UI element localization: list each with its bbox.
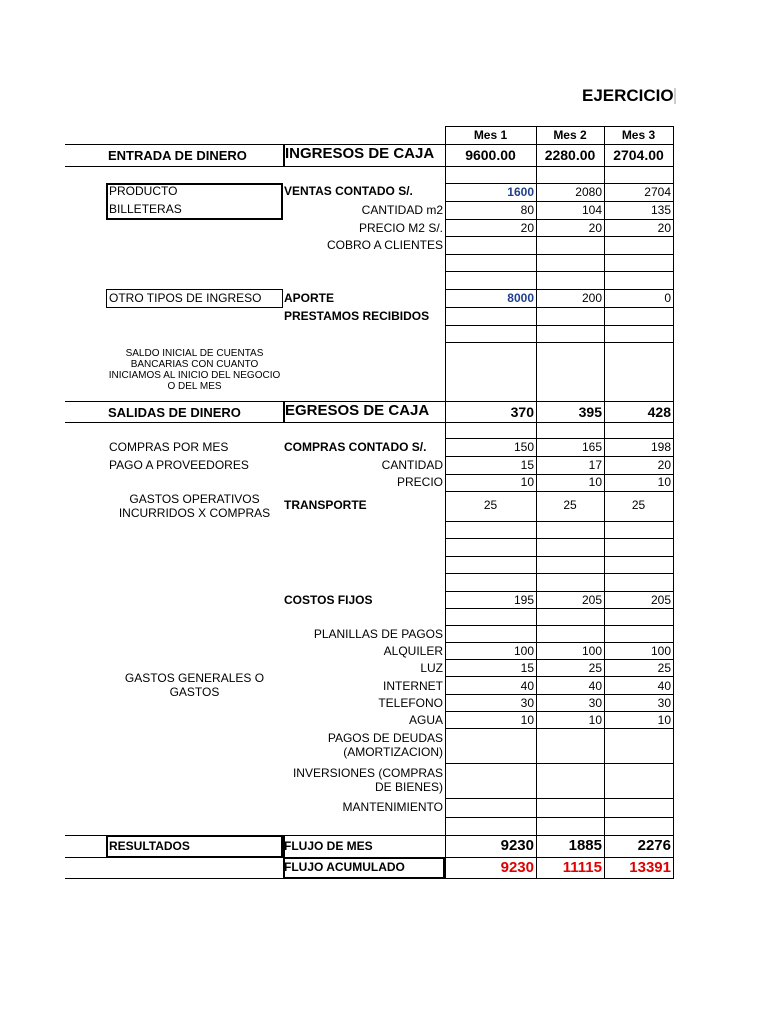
egresos-total: 370 [510, 404, 534, 420]
inversiones-line: INVERSIONES (COMPRAS [292, 766, 443, 780]
page-title: EJERCICIO [582, 86, 674, 105]
saldo-note-line: INICIAMOS AL INICIO DEL NEGOCIO [108, 370, 281, 381]
precio-m2-label: PRECIO M2 S/. [358, 221, 443, 235]
cantidad-m2-value: 80 [520, 203, 534, 217]
compras-contado-value: 165 [581, 440, 602, 454]
agua-value: 10 [657, 713, 671, 727]
ingresos-section: INGRESOS DE CAJA [285, 145, 435, 162]
aporte-value: 8000 [507, 291, 534, 305]
precio-value: 10 [588, 475, 602, 489]
luz-value: 15 [520, 661, 534, 675]
resultados-label: RESULTADOS [109, 839, 190, 853]
agua-label: AGUA [408, 713, 443, 727]
gastos-operativos-line: INCURRIDOS X COMPRAS [118, 506, 271, 520]
flujo-acumulado-label: FLUJO ACUMULADO [284, 860, 405, 874]
saldo-note-line: SALDO INICIAL DE CUENTAS [125, 348, 264, 359]
ventas-value: 1600 [507, 185, 534, 199]
aporte-value: 200 [581, 291, 602, 305]
inversiones-line: DE BIENES) [374, 780, 443, 794]
transporte-value: 25 [631, 498, 646, 512]
transporte-label: TRANSPORTE [284, 498, 367, 512]
cantidad-m2-value: 135 [650, 203, 671, 217]
title-clip-edge [674, 88, 676, 104]
telefono-label: TELEFONO [378, 696, 443, 710]
costos-fijos-value: 195 [513, 593, 534, 607]
agua-value: 10 [588, 713, 602, 727]
alquiler-label: ALQUILER [383, 644, 443, 658]
gastos-generales-line: GASTOS [169, 685, 220, 699]
salidas-label: SALIDAS DE DINERO [108, 405, 241, 420]
ingresos-total: 9600.00 [465, 147, 516, 163]
producto-value: BILLETERAS [109, 202, 182, 216]
flujo-acumulado-value: 9230 [500, 859, 534, 876]
egresos-section: EGRESOS DE CAJA [285, 402, 430, 419]
internet-value: 40 [657, 679, 671, 693]
luz-label: LUZ [420, 661, 443, 675]
compras-contado-value: 198 [650, 440, 671, 454]
costos-fijos-label: COSTOS FIJOS [284, 593, 373, 607]
luz-value: 25 [588, 661, 602, 675]
egresos-total: 395 [578, 404, 602, 420]
compras-mes-label: COMPRAS POR MES [109, 440, 229, 454]
pago-proveedores-label: PAGO A PROVEEDORES [109, 458, 249, 472]
gastos-generales-line: GASTOS GENERALES O [124, 671, 265, 685]
cobro-clientes-label: COBRO A CLIENTES [326, 238, 443, 252]
costos-fijos-value: 205 [581, 593, 602, 607]
pagos-deudas-line: PAGOS DE DEUDAS [327, 731, 443, 745]
month-header: Mes 3 [621, 128, 656, 142]
internet-value: 40 [520, 679, 534, 693]
month-header: Mes 1 [473, 128, 508, 142]
precio-m2-value: 20 [657, 221, 671, 235]
cantidad-m2-label: CANTIDAD m2 [361, 203, 443, 217]
ingresos-total: 2704.00 [613, 147, 664, 163]
flujo-mes-value: 1885 [568, 837, 602, 854]
precio-value: 10 [657, 475, 671, 489]
planillas-label: PLANILLAS DE PAGOS [313, 627, 443, 641]
aporte-value: 0 [664, 291, 671, 305]
alquiler-value: 100 [581, 644, 602, 658]
compras-contado-value: 150 [513, 440, 534, 454]
compras-contado-label: COMPRAS CONTADO S/. [284, 440, 427, 454]
agua-value: 10 [520, 713, 534, 727]
mantenimiento-label: MANTENIMIENTO [342, 800, 443, 814]
flujo-acumulado-value: 11115 [562, 859, 602, 876]
precio-label: PRECIO [396, 475, 443, 489]
prestamos-label: PRESTAMOS RECIBIDOS [284, 309, 430, 323]
flujo-mes-value: 9230 [500, 837, 534, 854]
ingresos-total: 2280.00 [544, 147, 596, 163]
cantidad-value: 20 [657, 458, 671, 472]
transporte-value: 25 [483, 498, 498, 512]
internet-label: INTERNET [383, 679, 443, 693]
egresos-total: 428 [647, 404, 671, 420]
gastos-operativos-line: GASTOS OPERATIVOS [129, 492, 260, 506]
producto-label: PRODUCTO [109, 184, 178, 198]
entrada-label: ENTRADA DE DINERO [108, 148, 247, 163]
luz-value: 25 [657, 661, 671, 675]
aporte-label: APORTE [284, 291, 335, 305]
alquiler-value: 100 [650, 644, 671, 658]
precio-value: 10 [520, 475, 534, 489]
precio-m2-value: 20 [588, 221, 602, 235]
saldo-note-line: BANCARIAS CON CUANTO [130, 359, 259, 370]
costos-fijos-value: 205 [650, 593, 671, 607]
telefono-value: 30 [657, 696, 671, 710]
flujo-acumulado-value: 13391 [629, 859, 671, 876]
cantidad-label: CANTIDAD [381, 458, 443, 472]
ventas-label: VENTAS CONTADO S/. [284, 184, 413, 198]
internet-value: 40 [588, 679, 602, 693]
month-header: Mes 2 [553, 128, 587, 142]
transporte-value: 25 [563, 498, 577, 512]
precio-m2-value: 20 [520, 221, 534, 235]
otro-tipos-label: OTRO TIPOS DE INGRESO [109, 291, 262, 305]
alquiler-value: 100 [513, 644, 534, 658]
cantidad-value: 17 [588, 458, 602, 472]
ventas-value: 2704 [644, 185, 671, 199]
flujo-mes-label: FLUJO DE MES [284, 839, 373, 853]
cantidad-value: 15 [520, 458, 534, 472]
ventas-value: 2080 [575, 185, 602, 199]
telefono-value: 30 [588, 696, 602, 710]
flujo-mes-value: 2276 [637, 837, 671, 854]
saldo-note-line: O DEL MES [167, 381, 222, 392]
pagos-deudas-line: (AMORTIZACION) [343, 745, 443, 759]
telefono-value: 30 [520, 696, 534, 710]
cantidad-m2-value: 104 [581, 203, 602, 217]
